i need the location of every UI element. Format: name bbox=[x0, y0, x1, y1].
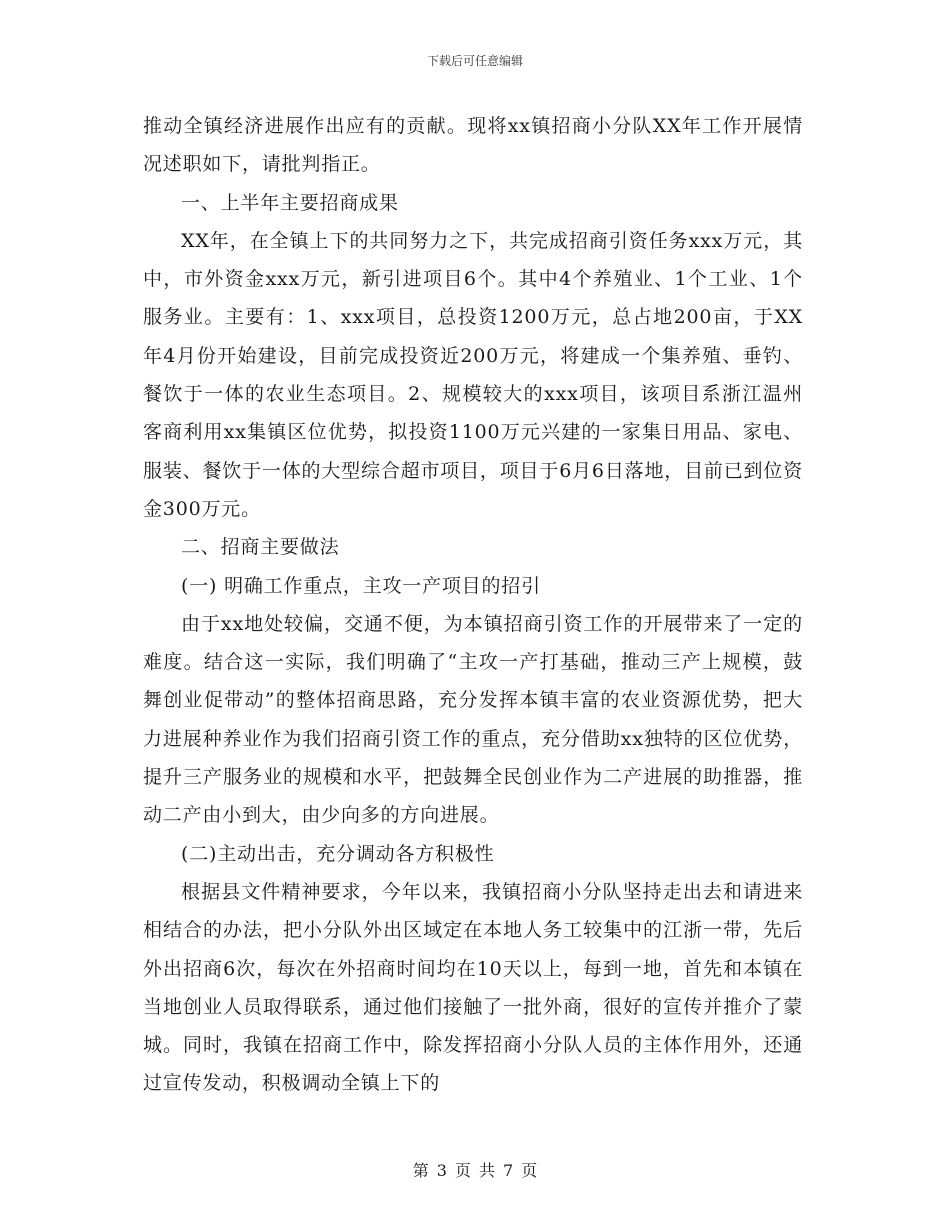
paragraph-results: XX年，在全镇上下的共同努力之下，共完成招商引资任务xxx万元，其中，市外资金xxx万元，新引进项目6个。其中4个养殖业、1个工业、1个服务业。主要有：1、xxx项目，总投资1200万元，总占地200亩，于XX年4月份开始建设，目前完成投资近200万元，将建成一个集养殖、垂钓、餐饮于一体的农业生态项目。2、规模较大的xxx项目，该项目系浙江温州客商利用xx集镇区位优势，拟投资1100万元兴建的一家集日用品、家电、服装、餐饮于一体的大型综合超市项目，项目于6月6日落地，目前已到位资金300万元。 bbox=[143, 229, 803, 520]
paragraph-intro-continued: 推动全镇经济进展作出应有的贡献。现将xx镇招商小分队XX年工作开展情况述职如下，请批判指正。 bbox=[143, 115, 803, 176]
paragraph-focus: 由于xx地处较偏，交通不便，为本镇招商引资工作的开展带来了一定的难度。结合这一实际，我们明确了“主攻一产打基础，推动三产上规模，鼓舞创业促带动”的整体招商思路，充分发挥本镇丰富的农业资源优势，把大力进展种养业作为我们招商引资工作的重点，充分借助xx独特的区位优势，提升三产服务业的规模和水平，把鼓舞全民创业作为二产进展的助推器，推动二产由小到大，由少向多的方向进展。 bbox=[143, 612, 803, 827]
section-heading-1: 一、上半年主要招商成果 bbox=[181, 191, 399, 214]
page-header-note: 下载后可任意编辑 bbox=[426, 54, 523, 68]
document-body bbox=[143, 107, 803, 1103]
footer-suffix: 页 bbox=[521, 1161, 538, 1180]
footer-total-word: 共 bbox=[479, 1161, 496, 1180]
footer-page-word: 页 bbox=[454, 1161, 471, 1180]
paragraph-outreach: 根据县文件精神要求，今年以来，我镇招商小分队坚持走出去和请进来相结合的办法，把小分队外出区域定在本地人务工较集中的江浙一带，先后外出招商6次，每次在外招商时间均在10天以上，每到一地，首先和本镇在当地创业人员取得联系，通过他们接触了一批外商，很好的宣传并推介了蒙城。同时，我镇在招商工作中，除发挥招商小分队人员的主体作用外，还通过宣传发动，积极调动全镇上下的 bbox=[143, 880, 803, 1095]
subsection-heading-2: (二)主动出击，充分调动各方积极性 bbox=[181, 842, 495, 865]
footer-prefix: 第 bbox=[412, 1161, 429, 1180]
section-heading-2: 二、招商主要做法 bbox=[181, 536, 340, 559]
subsection-heading-1: (一) 明确工作重点，主攻一产项目的招引 bbox=[181, 574, 541, 597]
page-footer bbox=[0, 1158, 950, 1181]
footer-current-page: 3 bbox=[436, 1161, 447, 1180]
footer-total-pages: 7 bbox=[503, 1161, 514, 1180]
